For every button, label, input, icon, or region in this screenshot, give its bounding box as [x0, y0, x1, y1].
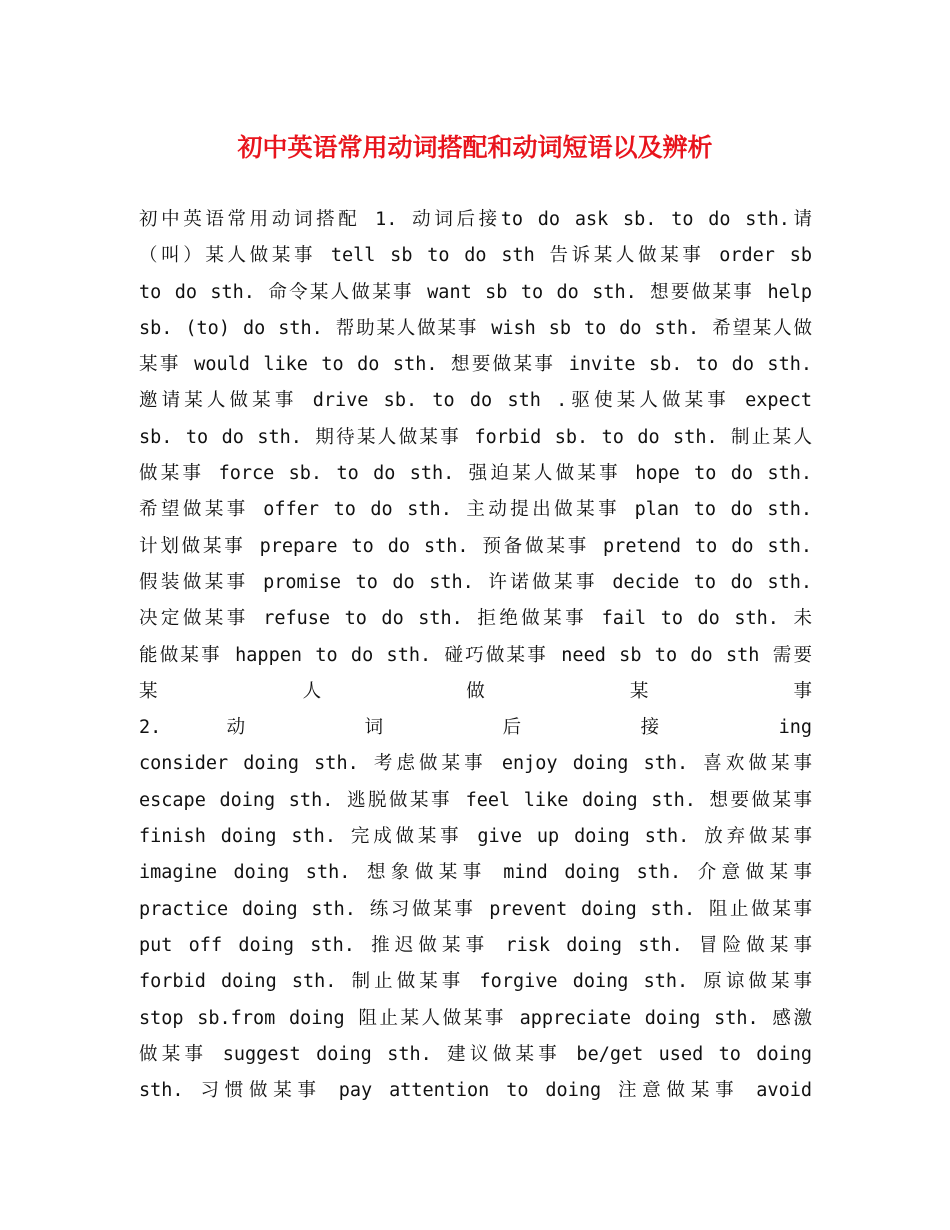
text-line: 做某事 suggest doing sth. 建议做某事 be/get used to doing	[139, 1043, 812, 1065]
text-line: 初中英语常用动词搭配 1. 动词后接to do ask sb. to do sth.请	[139, 209, 812, 230]
text-line: 做某事 force sb. to do sth. 强迫某人做某事 hope to do sth.	[139, 463, 812, 485]
text-line: 2. 动 词 后 接 ing	[139, 717, 812, 739]
text-line: sb. (to) do sth. 帮助某人做某事 wish sb to do sth. 希望某人做	[139, 317, 812, 339]
text-line: 希望做某事 offer to do sth. 主动提出做某事 plan to do sth.	[139, 499, 812, 521]
text-line: stop sb.from doing 阻止某人做某事 appreciate doing sth. 感激	[139, 1007, 812, 1029]
text-line: put off doing sth. 推迟做某事 risk doing sth. 冒险做某事	[139, 934, 812, 956]
text-line: consider doing sth. 考虑做某事 enjoy doing sth. 喜欢做某事	[139, 753, 812, 775]
text-line: 决定做某事 refuse to do sth. 拒绝做某事 fail to do sth. 未	[139, 608, 812, 630]
text-line: 某事 would like to do sth. 想要做某事 invite sb. to do sth.	[139, 354, 812, 376]
text-line: practice doing sth. 练习做某事 prevent doing sth. 阻止做某事	[139, 898, 812, 920]
text-line: finish doing sth. 完成做某事 give up doing sth. 放弃做某事	[139, 826, 812, 848]
text-line: 假装做某事 promise to do sth. 许诺做某事 decide to do sth.	[139, 571, 812, 593]
text-line: escape doing sth. 逃脱做某事 feel like doing sth. 想要做某事	[139, 789, 812, 811]
text-line: 邀请某人做某事 drive sb. to do sth .驱使某人做某事 expect	[139, 390, 812, 412]
text-line: 某 人 做 某 事	[139, 680, 812, 702]
text-line: imagine doing sth. 想象做某事 mind doing sth. 介意做某事	[139, 862, 812, 884]
text-line: sth. 习惯做某事 pay attention to doing 注意做某事 avoid	[139, 1080, 812, 1102]
document-title: 初中英语常用动词搭配和动词短语以及辨析	[237, 133, 713, 162]
text-line: sb. to do sth. 期待某人做某事 forbid sb. to do sth. 制止某人	[139, 426, 812, 448]
text-line: 能做某事 happen to do sth. 碰巧做某事 need sb to do sth 需要	[139, 644, 812, 666]
document-body	[139, 202, 812, 1109]
text-line: forbid doing sth. 制止做某事 forgive doing sth. 原谅做某事	[139, 971, 812, 993]
text-line: （叫）某人做某事 tell sb to do sth 告诉某人做某事 order sb	[139, 245, 812, 267]
text-line: 计划做某事 prepare to do sth. 预备做某事 pretend to do sth.	[139, 535, 812, 557]
text-line: to do sth. 命令某人做某事 want sb to do sth. 想要做某事 help	[139, 281, 812, 303]
